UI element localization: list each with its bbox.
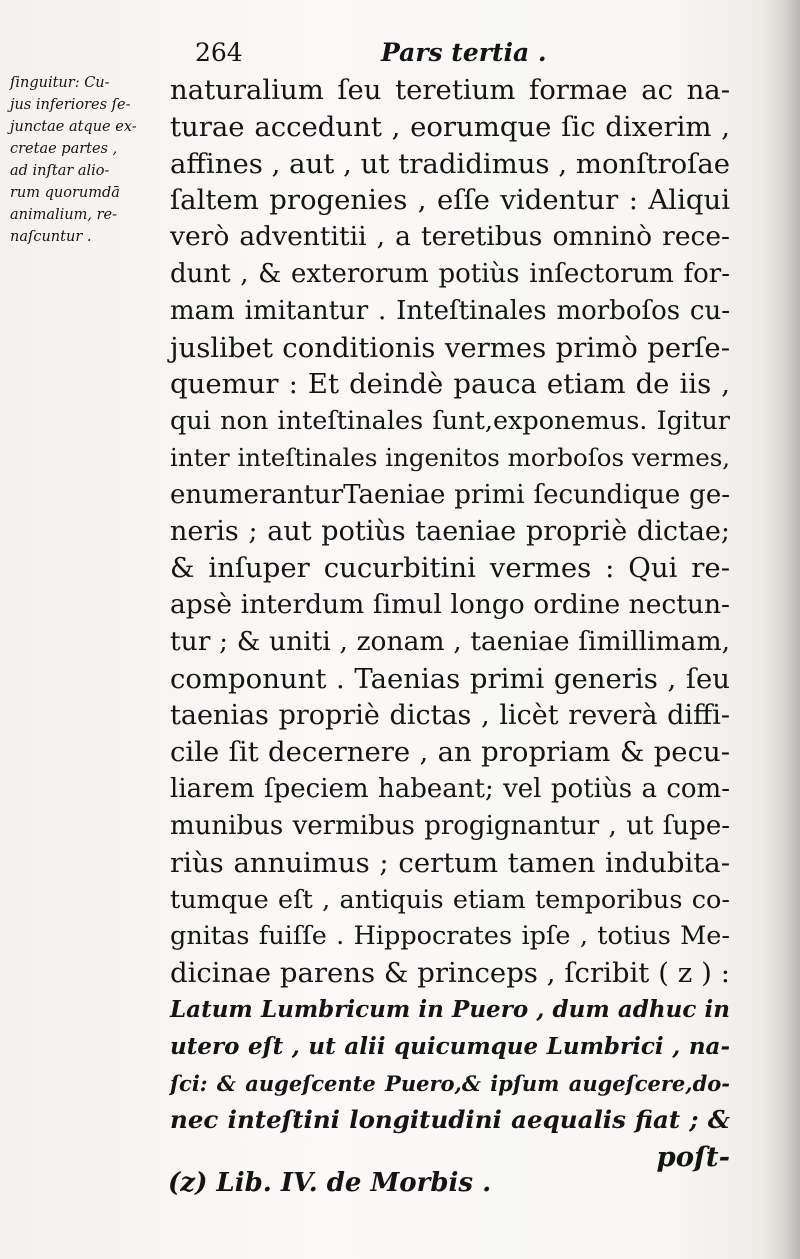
quotation-line: ſci: & augeſcente Puero,& ipſum augeſcere,do- [170,1070,730,1096]
marginal-note-line: animalium, re- [10,207,118,223]
marginal-note-line: rum quorumdā [10,185,120,201]
text-line: mam imitantur . Inteſtinales morboſos cu- [170,295,730,326]
page-edge-shadow [760,0,800,1259]
text-line: liarem ſpeciem habeant; vel potiùs a com- [170,774,730,805]
marginal-note-line: jus inferiores ſe- [10,97,131,113]
text-line: componunt . Taenias primi generis , ſeu [170,662,730,695]
text-line: tur ; & uniti , zonam , taeniae ſimillimam, [170,625,730,657]
text-line: turae accedunt , eorumque ſic dixerim , [170,110,730,143]
text-line: gnitas fuiſſe . Hippocrates ipſe , totius Me- [170,921,730,952]
text-line: riùs annuimus ; certum tamen indubita- [170,846,730,879]
marginal-note-line: naſcuntur . [10,229,92,245]
text-line: tumque eſt , antiquis etiam temporibus co- [170,884,730,915]
marginal-note-line: cretae partes , [10,141,118,157]
text-line: juslibet conditionis vermes primò perſe- [170,331,730,364]
quotation-line: nec inteſtini longitudini aequalis fiat ; & [170,1105,730,1135]
marginal-note-line: junctae atque ex- [10,119,137,135]
body-text [170,72,730,1176]
text-line: apsè interdum ſimul longo ordine nectun- [170,589,730,621]
text-line: quemur : Et deindè pauca etiam de iis , [170,368,730,401]
catchword: poſt- [656,1141,730,1174]
text-line: taenias propriè dictas , licèt reverà diffi- [170,699,730,731]
quotation-line: Latum Lumbricum in Puero , dum adhuc in [170,995,730,1023]
footnote: (z) Lib. IV. de Morbis . [168,1168,492,1198]
quotation-line: utero eſt , ut alii quicumque Lumbrici , na- [170,1032,730,1060]
text-line: & inſuper cucurbitini vermes : Qui re- [170,552,730,585]
text-line: dicinae parens & princeps , ſcribit ( z ) : [170,957,730,990]
marginal-note-line: ad inſtar alio- [10,163,110,179]
text-line: verò adventitii , a teretibus omninò rece- [170,221,730,253]
text-line: neris ; aut potiùs taeniae propriè dictae; [170,515,730,547]
text-line: munibus vermibus progignantur , ut ſupe- [170,810,730,841]
text-line: enumeranturTaeniae primi ſecundique ge- [170,479,730,510]
text-line: naturalium ſeu teretium formae ac na- [170,74,730,106]
page-number: 264 [195,38,243,67]
text-line: ſaltem progenies , eſſe videntur : Aliqui [170,184,730,217]
text-line: qui non inteſtinales ſunt,exponemus. Igitur [170,406,730,437]
text-line: inter inteſtinales ingenitos morboſos vermes, [170,442,731,472]
marginal-note-line: ſinguitur: Cu- [10,75,110,91]
text-line: dunt , & exterorum potiùs inſectorum for- [170,258,730,289]
marginal-note [10,72,162,248]
text-line: cile ſit decernere , an propriam & pecu- [170,736,730,769]
text-line: affines , aut , ut tradidimus , monſtroſae [170,147,730,180]
running-title: Pars tertia . [381,38,547,67]
